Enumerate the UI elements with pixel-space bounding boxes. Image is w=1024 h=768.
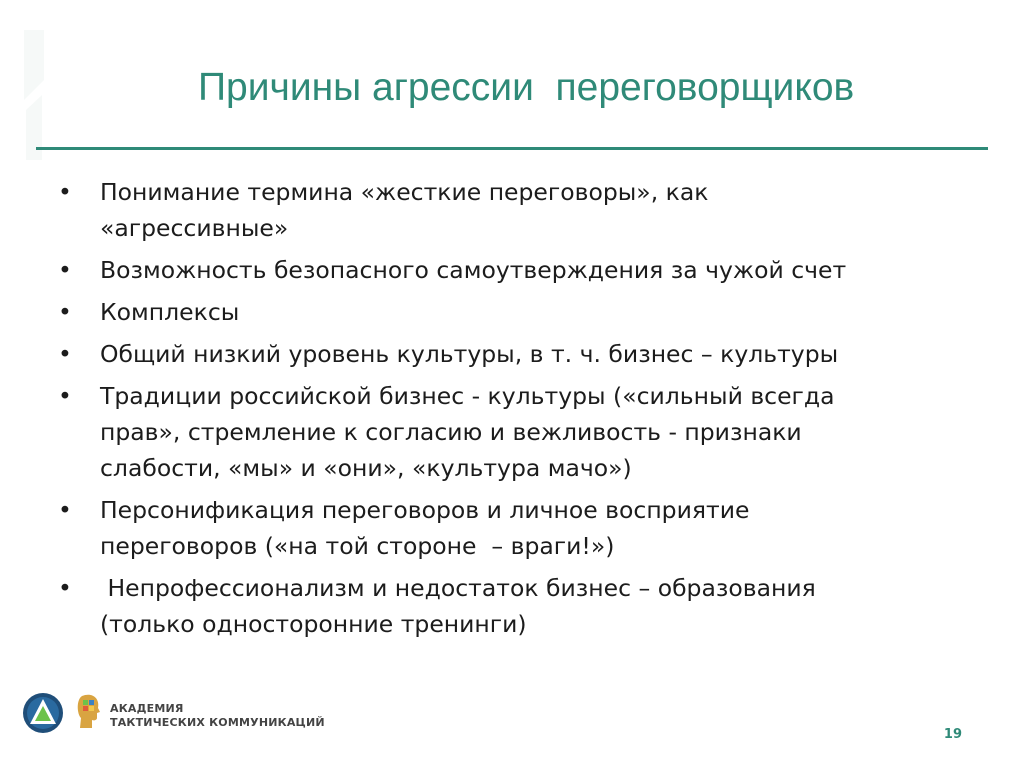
bullet-marker: • — [58, 178, 72, 206]
slide-title: Причины агрессии переговорщиков — [198, 66, 855, 109]
bullet-marker: • — [58, 382, 72, 410]
triangle-emblem-icon — [22, 692, 64, 734]
bullet-text: Персонификация переговоров и личное восприятие переговоров («на той стороне – враги!») — [100, 496, 750, 560]
org-name — [110, 702, 325, 730]
bullet-list — [58, 174, 958, 648]
bullet-text: Общий низкий уровень культуры, в т. ч. бизнес – культуры — [100, 340, 839, 368]
head-profile-icon — [76, 692, 102, 732]
bullet-item — [58, 492, 958, 564]
title-divider — [36, 147, 988, 150]
bullet-text: Возможность безопасного самоутверждения за чужой счет — [100, 256, 847, 284]
bullet-item — [58, 378, 958, 486]
bullet-marker: • — [58, 298, 72, 326]
bullet-text: Комплексы — [100, 298, 240, 326]
org-name-line2: ТАКТИЧЕСКИХ КОММУНИКАЦИЙ — [110, 716, 325, 729]
page-number: 19 — [943, 727, 962, 742]
org-name-line1: АКАДЕМИЯ — [110, 702, 184, 715]
bullet-item — [58, 570, 958, 642]
bullet-text: Понимание термина «жесткие переговоры», как «агрессивные» — [100, 178, 709, 242]
bullet-marker: • — [58, 574, 72, 602]
bullet-item — [58, 174, 958, 246]
bullet-text: Непрофессионализм и недостаток бизнес – образования (только односторонние тренинги) — [100, 574, 816, 638]
bullet-text: Традиции российской бизнес - культуры («сильный всегда прав», стремление к согласию и вежливость - признаки слабости, «мы» и «они», «культура мачо») — [100, 382, 835, 482]
bullet-item — [58, 336, 958, 372]
bullet-marker: • — [58, 340, 72, 368]
bullet-item — [58, 294, 958, 330]
bullet-marker: • — [58, 256, 72, 284]
bullet-marker: • — [58, 496, 72, 524]
bullet-item — [58, 252, 958, 288]
